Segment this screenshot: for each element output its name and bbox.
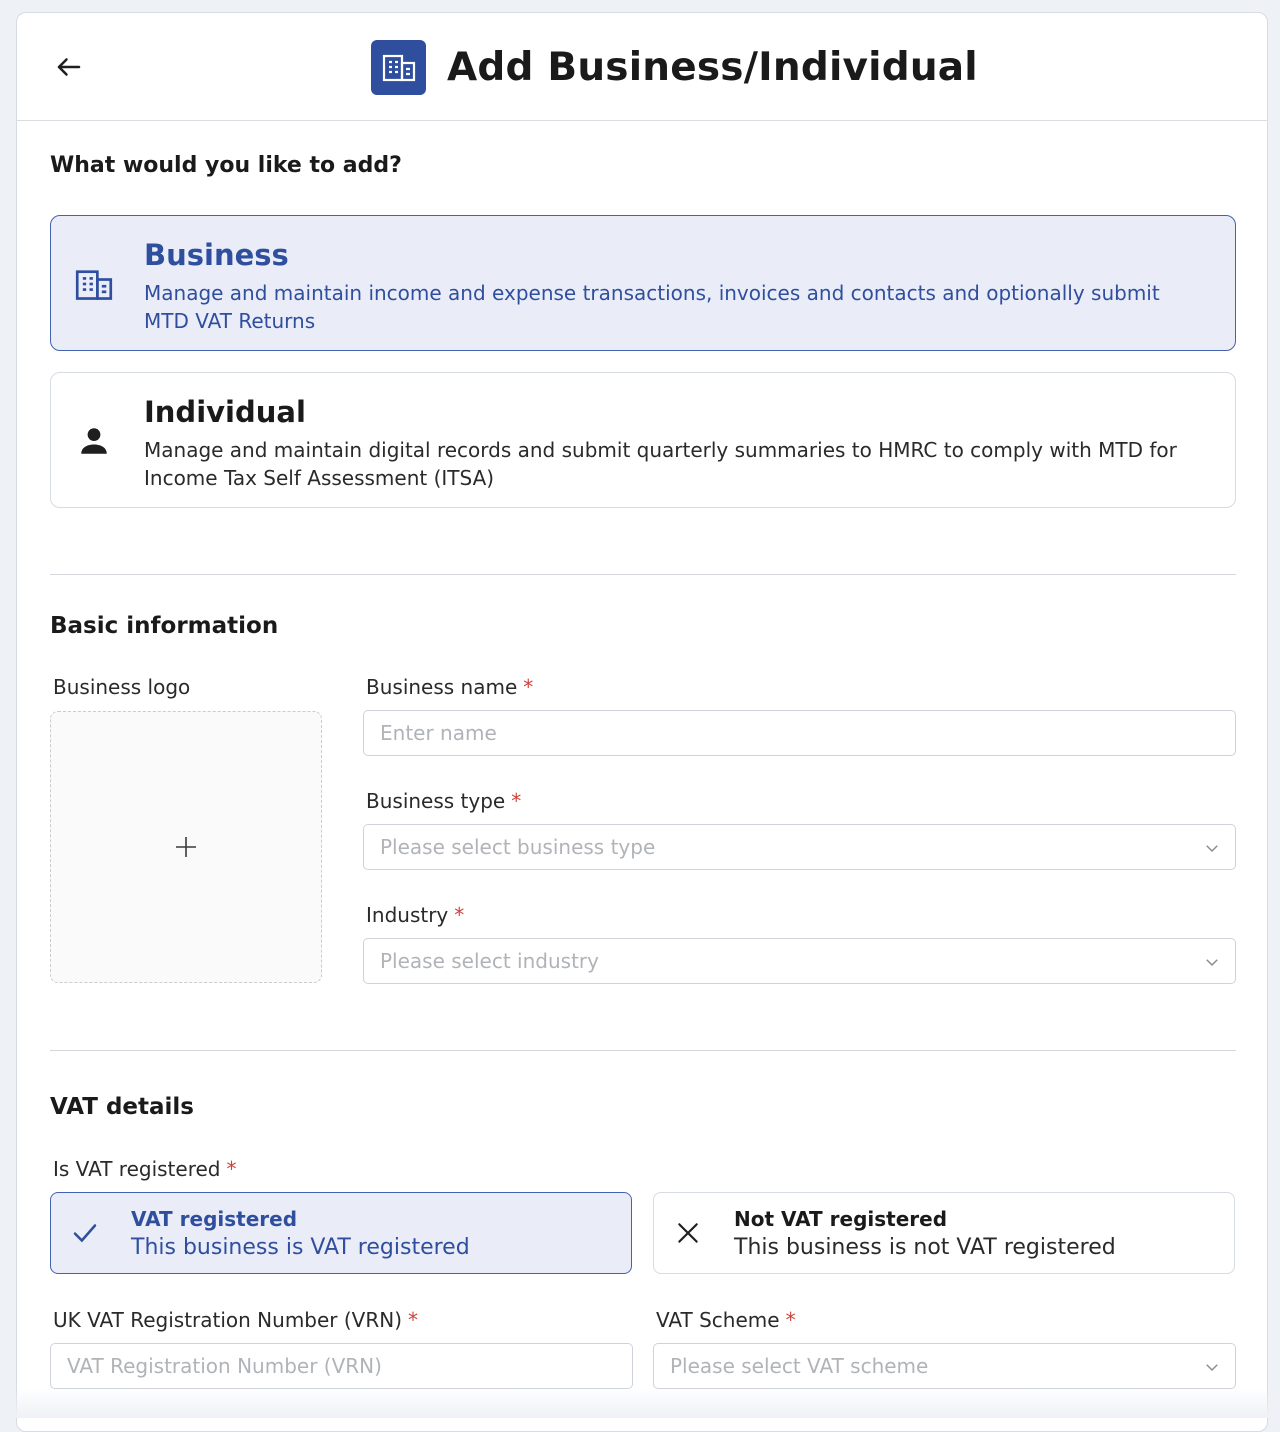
business-type-placeholder: Please select business type [380,835,655,859]
business-type-label-text: Business type [366,789,505,813]
business-type-label [366,789,521,813]
vrn-field[interactable] [50,1343,633,1389]
add-business-card [16,12,1268,1432]
logo-upload-area[interactable] [50,711,322,983]
building-icon [371,40,426,95]
vat-scheme-label [656,1308,796,1332]
add-type-question: What would you like to add? [50,153,402,178]
section-divider [50,574,1236,575]
section-divider [50,1050,1236,1051]
vrn-label-text: UK VAT Registration Number (VRN) [53,1308,402,1332]
industry-select[interactable] [363,938,1236,984]
industry-label-text: Industry [366,903,448,927]
option-individual-title: Individual [144,395,306,429]
industry-label [366,903,464,927]
required-mark: * [786,1308,796,1332]
required-mark: * [226,1157,236,1181]
option-individual-description: Manage and maintain digital records and submit quarterly summaries to HMRC to comply with MTD for Income Tax Self Assessment (ITSA) [144,436,1204,492]
vat-scheme-label-text: VAT Scheme [656,1308,780,1332]
vat-scheme-placeholder: Please select VAT scheme [670,1354,928,1378]
required-mark: * [523,675,533,699]
vat-registered-description: This business is VAT registered [131,1235,470,1260]
chevron-down-icon [1203,1358,1221,1376]
option-individual[interactable] [50,372,1236,508]
vat-registered-title: VAT registered [131,1207,297,1231]
arrow-left-icon [54,52,84,82]
vat-scheme-select[interactable] [653,1343,1236,1389]
check-icon [69,1217,101,1249]
option-business-title: Business [144,238,289,272]
business-name-label [366,675,533,699]
chevron-down-icon [1203,953,1221,971]
vrn-label [53,1308,418,1332]
not-vat-registered-option[interactable] [653,1192,1235,1274]
business-logo-label: Business logo [53,675,190,699]
business-name-input[interactable] [380,711,1235,755]
required-mark: * [511,789,521,813]
vat-registered-option[interactable] [50,1192,632,1274]
required-mark: * [408,1308,418,1332]
required-mark: * [454,903,464,927]
vat-details-title: VAT details [50,1094,194,1120]
chevron-down-icon [1203,839,1221,857]
plus-icon [174,835,198,859]
industry-placeholder: Please select industry [380,949,599,973]
page-header [17,13,1267,121]
person-icon [74,421,114,461]
not-vat-registered-description: This business is not VAT registered [734,1235,1116,1260]
vrn-input[interactable] [67,1344,632,1388]
option-business-description: Manage and maintain income and expense transactions, invoices and contacts and optionally submit MTD VAT Returns [144,279,1204,335]
not-vat-registered-title: Not VAT registered [734,1207,947,1231]
back-button[interactable] [51,49,87,85]
basic-info-title: Basic information [50,613,278,639]
vat-registered-label-text: Is VAT registered [53,1157,220,1181]
business-name-label-text: Business name [366,675,517,699]
option-business[interactable] [50,215,1236,351]
close-icon [672,1217,704,1249]
business-type-select[interactable] [363,824,1236,870]
vat-registered-label [53,1157,236,1181]
building-icon [74,264,114,304]
page-title: Add Business/Individual [447,45,978,90]
title-group [371,39,978,95]
business-name-field[interactable] [363,710,1236,756]
